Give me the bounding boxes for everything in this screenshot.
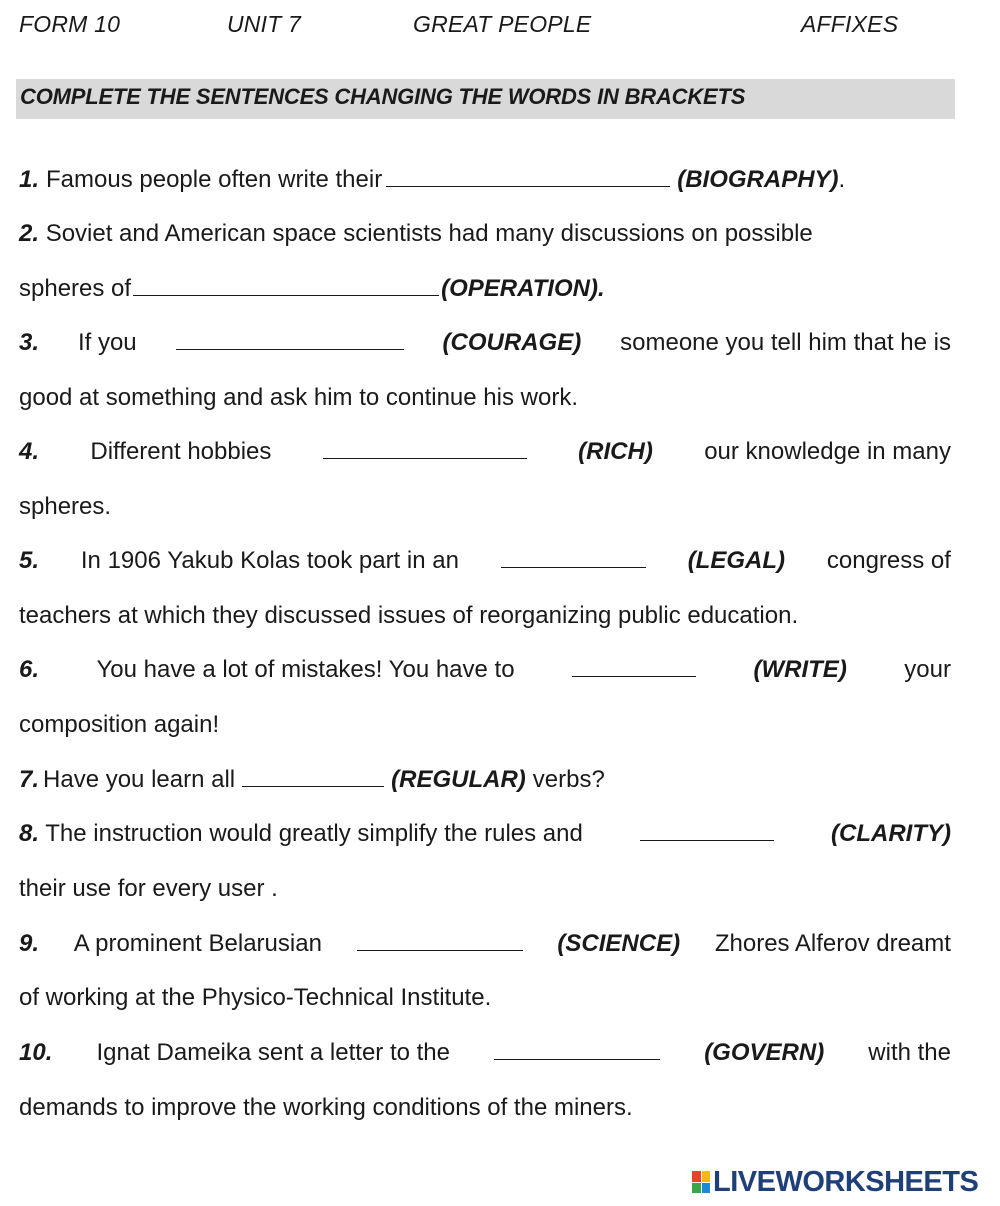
worksheet-header <box>19 11 979 41</box>
answer-blank-6[interactable] <box>572 650 696 677</box>
answer-blank-3[interactable] <box>176 323 404 350</box>
sentence-4-cont: spheres. <box>19 493 112 520</box>
instruction-banner <box>16 79 955 119</box>
sentence-2: 2. Soviet and American space scientists had many discussions on possible <box>19 220 813 247</box>
sentence-5-cont: teachers at which they discussed issues of reorganizing public education. <box>19 602 799 629</box>
answer-blank-1[interactable] <box>386 160 670 187</box>
instruction-text: COMPLETE THE SENTENCES CHANGING THE WORDS IN BRACKETS <box>20 84 746 109</box>
section-label: AFFIXES <box>801 11 899 37</box>
sentence-3: 3. If you (COURAGE) someone you tell him that he is <box>19 323 951 363</box>
sentence-6-cont: composition again! <box>19 711 220 738</box>
liveworksheets-logo-icon <box>692 1171 710 1193</box>
answer-blank-7[interactable] <box>242 760 384 787</box>
liveworksheets-logo[interactable] <box>692 1166 978 1198</box>
answer-blank-5[interactable] <box>501 541 646 568</box>
unit-label: UNIT 7 <box>227 11 302 37</box>
answer-blank-9[interactable] <box>357 924 523 951</box>
sentence-2-cont: spheres of (OPERATION). <box>19 269 951 309</box>
answer-blank-2[interactable] <box>133 269 439 296</box>
sentence-1: 1. Famous people often write their (BIOGRAPHY). <box>19 160 951 200</box>
sentence-9: 9. A prominent Belarusian (SCIENCE) Zhores Alferov dreamt <box>19 924 951 964</box>
sentence-6: 6. You have a lot of mistakes! You have to (WRITE) your <box>19 650 951 690</box>
topic-label: GREAT PEOPLE <box>413 11 592 37</box>
sentence-8: 8. The instruction would greatly simplify the rules and (CLARITY) <box>19 814 951 854</box>
sentence-7: 7. Have you learn all (REGULAR) verbs? <box>19 760 951 800</box>
sentence-9-cont: of working at the Physico-Technical Institute. <box>19 984 492 1011</box>
sentence-3-cont: good at something and ask him to continue his work. <box>19 384 578 411</box>
sentence-10-cont: demands to improve the working conditions of the miners. <box>19 1094 633 1121</box>
sentence-4: 4. Different hobbies (RICH) our knowledge in many <box>19 432 951 472</box>
sentence-5: 5. In 1906 Yakub Kolas took part in an (LEGAL) congress of <box>19 541 951 581</box>
form-label: FORM 10 <box>19 11 121 37</box>
answer-blank-4[interactable] <box>323 432 527 459</box>
logo-text: LIVEWORKSHEETS <box>713 1165 979 1198</box>
answer-blank-8[interactable] <box>640 814 774 841</box>
sentence-8-cont: their use for every user . <box>19 875 278 902</box>
sentence-10: 10. Ignat Dameika sent a letter to the (GOVERN) with the <box>19 1033 951 1073</box>
answer-blank-10[interactable] <box>494 1033 660 1060</box>
